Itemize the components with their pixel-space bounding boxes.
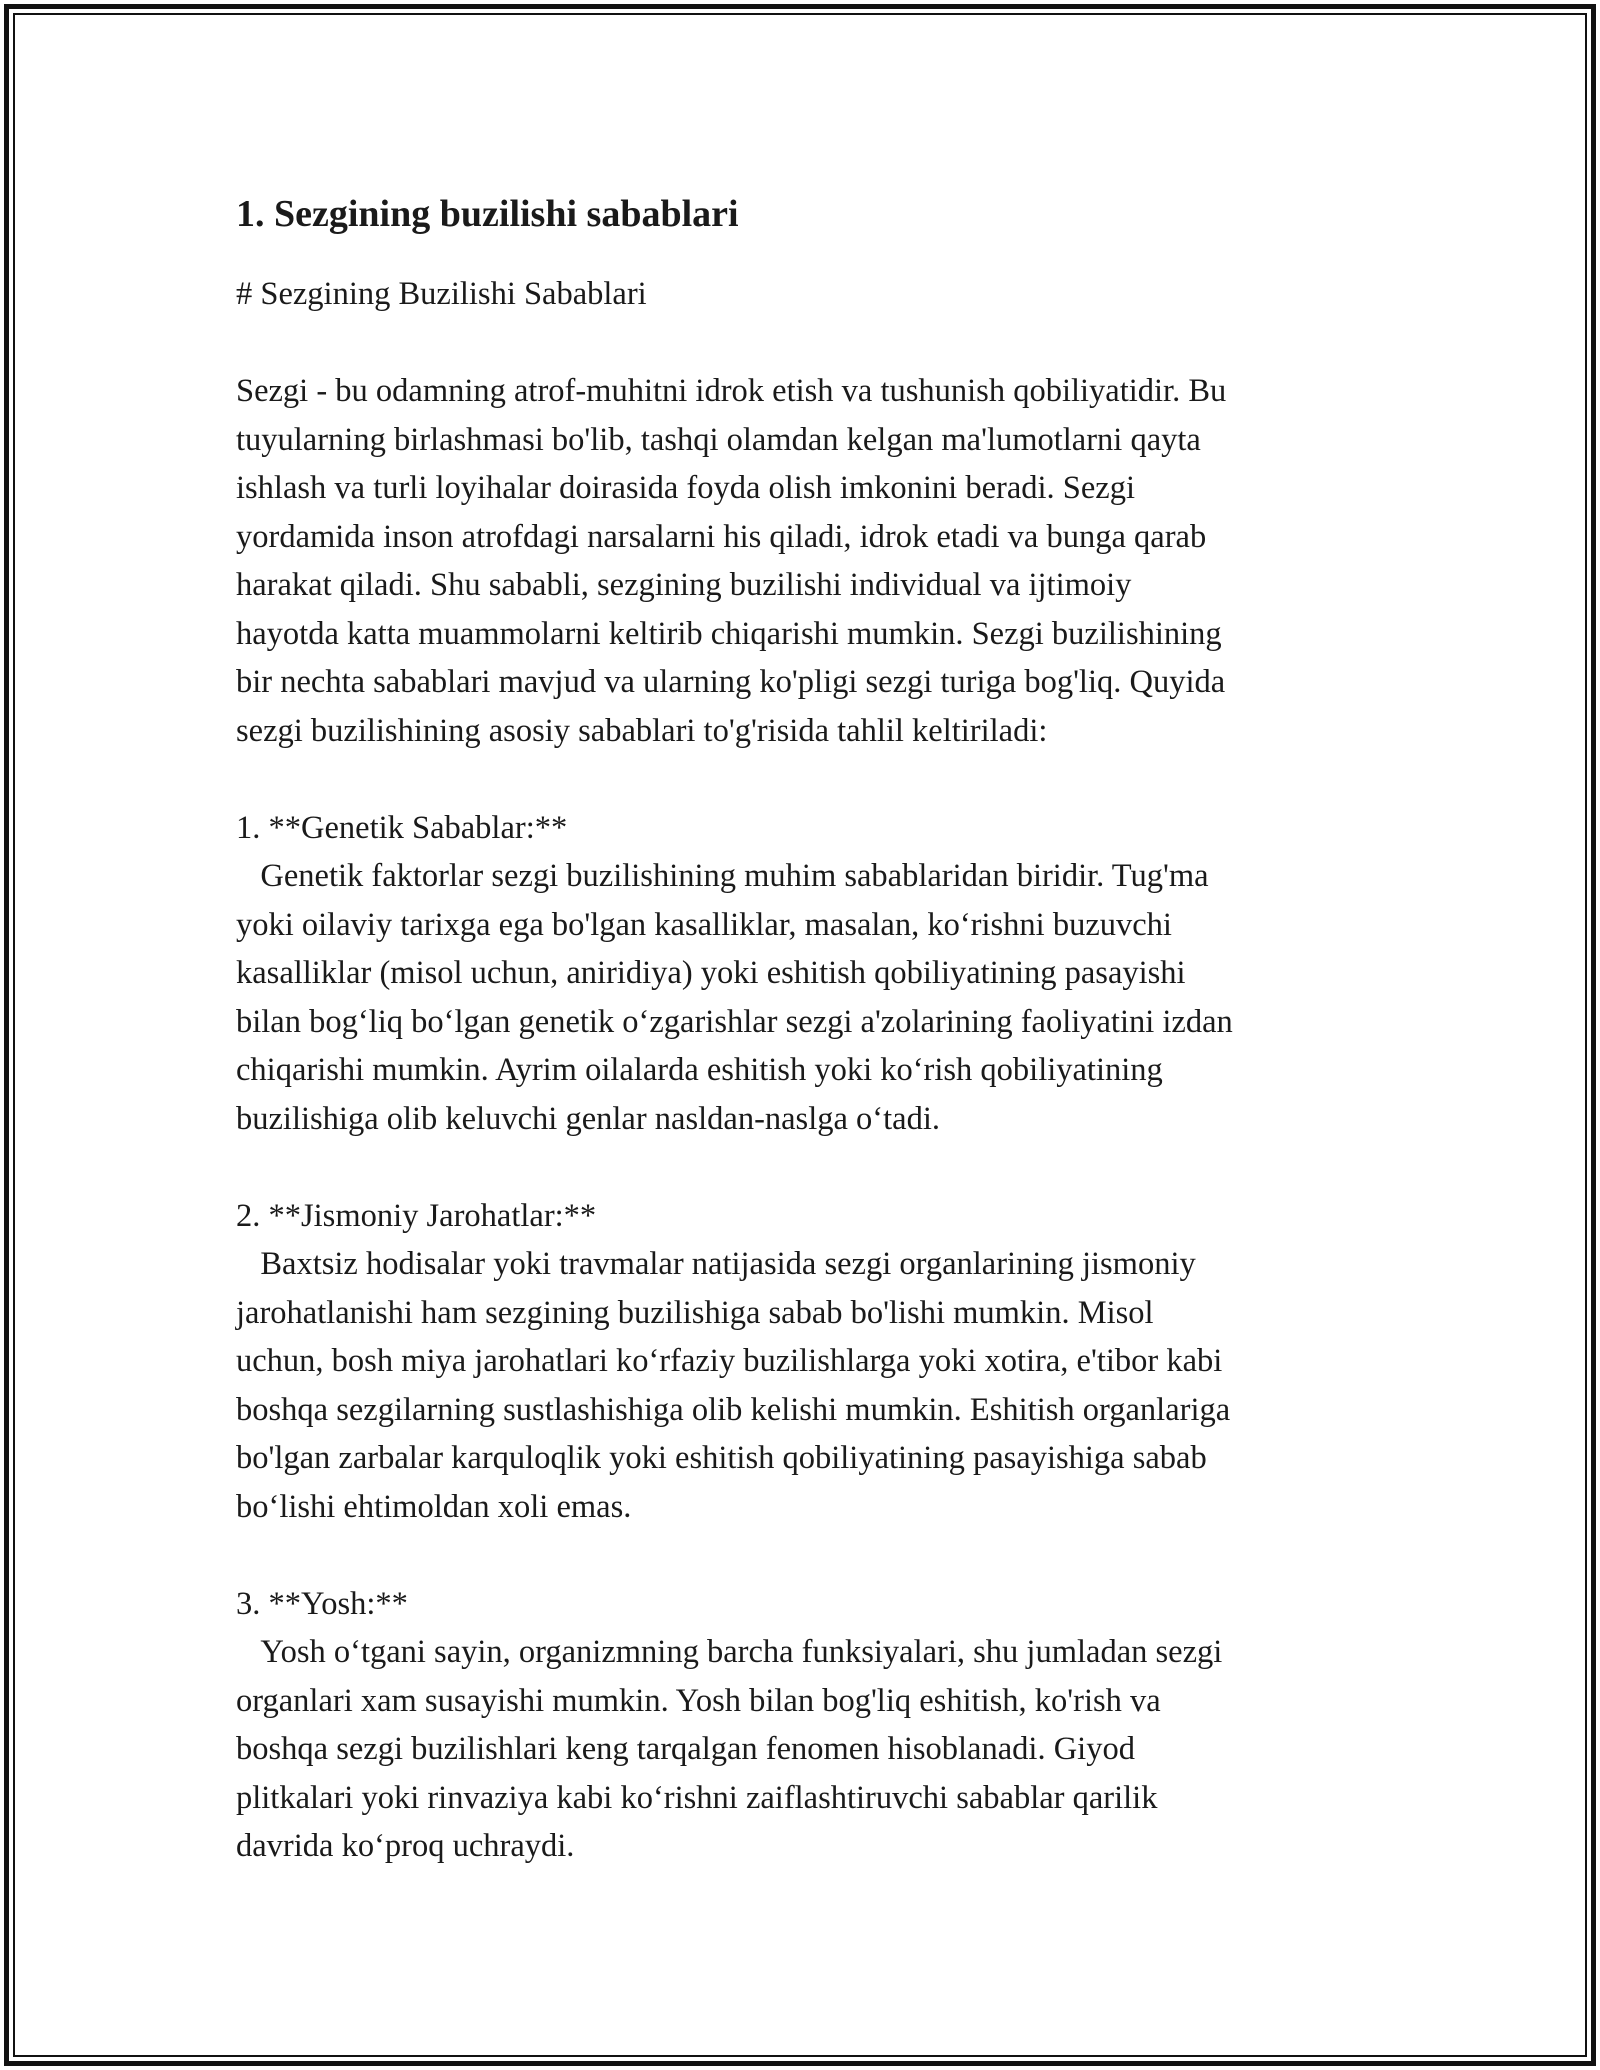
document-title: 1. Sezgining buzilishi sabablari [236,193,739,235]
section-heading-genetik: 1. **Genetik Sabablar:** [236,809,568,846]
section-subheading: # Sezgining Buzilishi Sabablari [236,276,647,312]
document-body [236,186,1366,1871]
section-body-jismoniy: Baxtsiz hodisalar yoki travmalar natijasida sezgi organlarining jismoniy jarohatlanishi ham sezgining buzilishiga sabab bo'lishi mumkin. Misol uchun, bosh miya jarohatlari koʻrfaziy buzilishlarga yoki xotira, e'tibor kabi boshqa sezgilarning sustlashishiga olib kelishi mumkin. Eshitish organlariga bo'lgan zarbalar karquloqlik yoki eshitish qobiliyatining pasayishiga sabab boʻlishi ehtimoldan xoli emas. [236,1246,1231,1525]
section-body-genetik: Genetik faktorlar sezgi buzilishining muhim sabablaridan biridir. Tug'ma yoki oilaviy tarixga ega bo'lgan kasalliklar, masalan, koʻrishni buzuvchi kasalliklar (misol uchun, aniridiya) yoki eshitish qobiliyatining pasayishi bilan bogʻliq boʻlgan genetik oʻzgarishlar sezgi a'zolarining faoliyatini izdan chiqarishi mumkin. Ayrim oilalarda eshitish yoki koʻrish qobiliyatining buzilishiga olib keluvchi genlar nasldan-naslga oʻtadi. [236,858,1233,1137]
intro-paragraph: Sezgi - bu odamning atrof-muhitni idrok etish va tushunish qobiliyatidir. Bu tuyularning birlashmasi bo'lib, tashqi olamdan kelgan ma'lumotlarni qayta ishlash va turli loyihalar doirasida foyda olish imkonini beradi. Sezgi yordamida inson atrofdagi narsalarni his qiladi, idrok etadi va bunga qarab harakat qiladi. Shu sababli, sezgining buzilishi individual va ijtimoiy hayotda katta muammolarni keltirib chiqarishi mumkin. Sezgi buzilishining bir nechta sabablari mavjud va ularning ko'pligi sezgi turiga bog'liq. Quyida sezgi buzilishining asosiy sabablari to'g'risida tahlil keltiriladi: [236,373,1227,749]
section-heading-yosh: 3. **Yosh:** [236,1585,408,1622]
section-heading-jismoniy: 2. **Jismoniy Jarohatlar:** [236,1197,597,1234]
section-body-yosh: Yosh oʻtgani sayin, organizmning barcha funksiyalari, shu jumladan sezgi organlari xam susayishi mumkin. Yosh bilan bog'liq eshitish, ko'rish va boshqa sezgi buzilishlari keng tarqalgan fenomen hisoblanadi. Giyod plitkalari yoki rinvaziya kabi koʻrishni zaiflashtiruvchi sabablar qarilik davrida koʻproq uchraydi. [236,1634,1223,1864]
